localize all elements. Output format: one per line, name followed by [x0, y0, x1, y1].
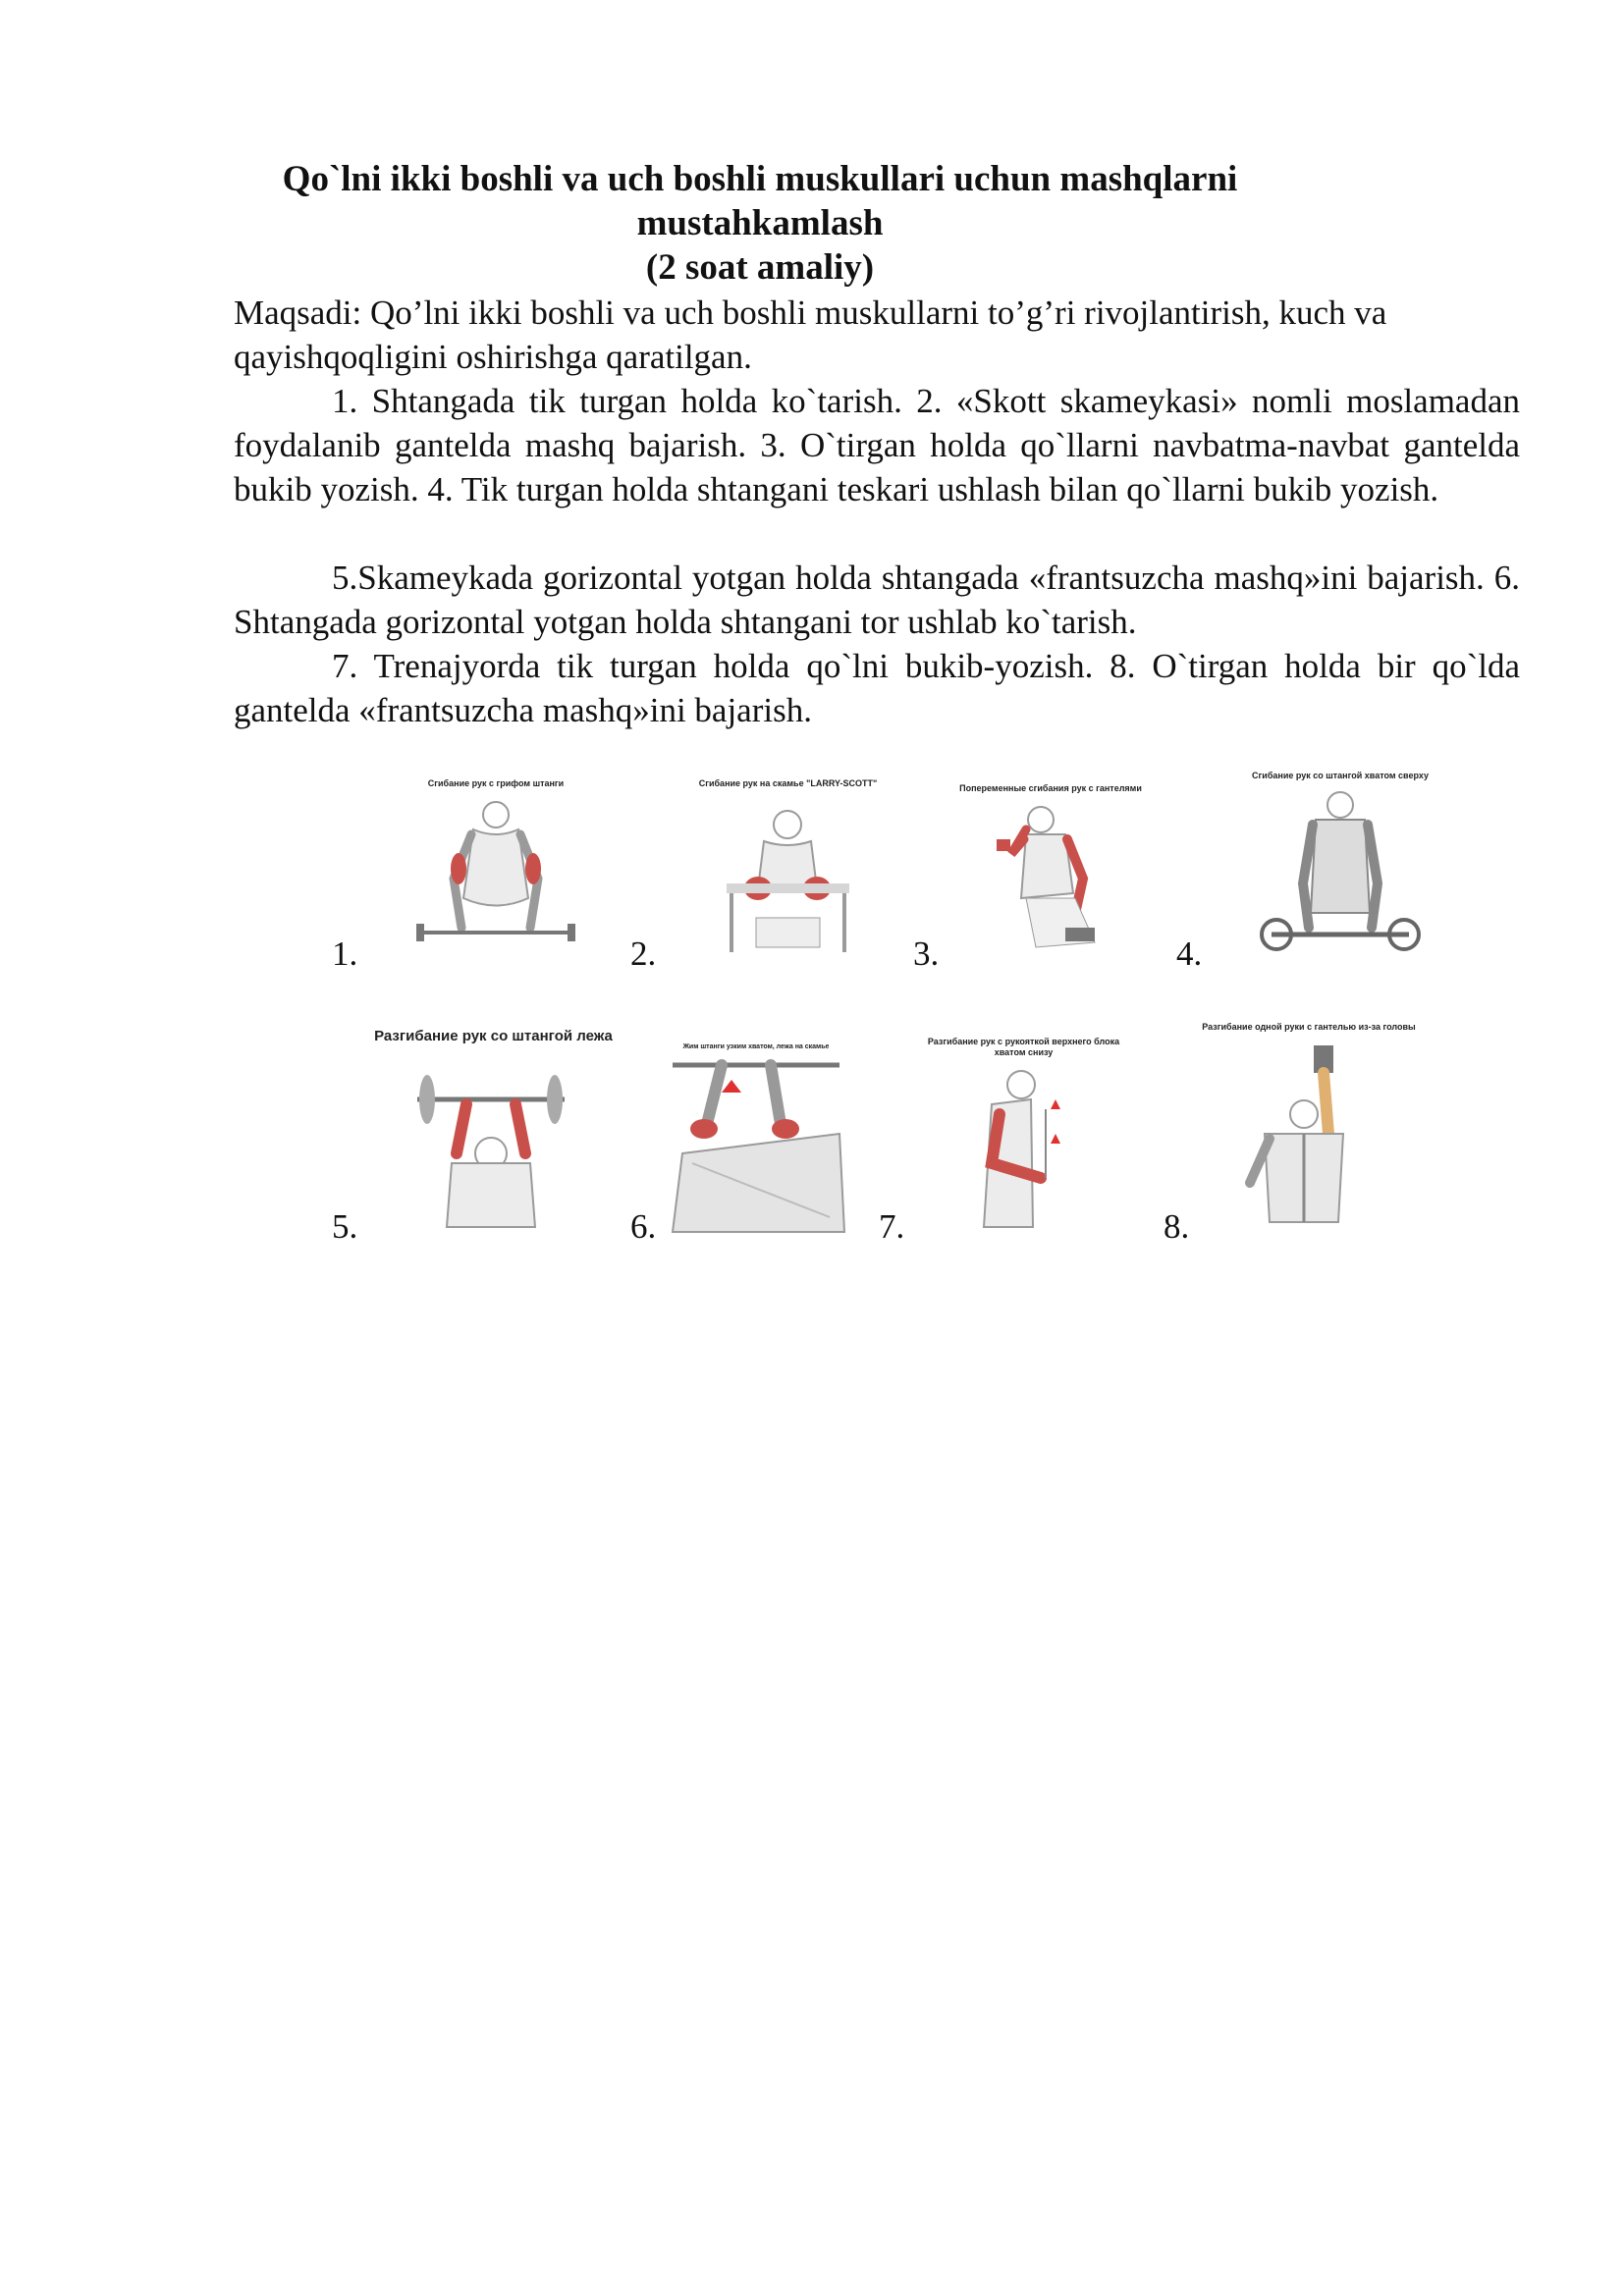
- document-title-line-2: mustahkamlash: [636, 203, 884, 243]
- figure-4: [1232, 766, 1448, 962]
- figure-number-6: 6.: [630, 1207, 657, 1246]
- document-subtitle: (2 soat amaliy): [645, 247, 875, 288]
- exercise-paragraph-1: 1. Shtangada tik turgan holda ko`tarish. 2. «Skott skameykasi» nomli moslamadan foydalanib gantelda mashq bajarish. 3. O`tirgan holda qo`llarni navbatma-navbat gantelda bukib yozish. 4. Tik turgan holda shtangani teskari ushlash bilan qo`llarni bukib yozish.: [234, 382, 1520, 508]
- figure-6: [663, 1036, 849, 1237]
- figure-caption-1: Сгибание рук с грифом штанги: [427, 778, 565, 788]
- figure-8: [1196, 1016, 1422, 1237]
- figure-5: [358, 1016, 628, 1237]
- figure-caption-2: Сгибание рук на скамье "LARRY-SCOTT": [698, 778, 878, 788]
- figure-number-5: 5.: [332, 1207, 358, 1246]
- close-grip-bench-press-illustration-icon: [663, 1036, 849, 1237]
- figure-caption-8: Разгибание одной руки с гантелью из-за головы: [1202, 1022, 1416, 1032]
- exercise-paragraph-3: 7. Trenajyorda tik turgan holda qo`lni bukib-yozish. 8. O`tirgan holda bir qo`lda gantelda «frantsuzcha mashq»ini bajarish.: [234, 647, 1520, 729]
- aim-paragraph: Maqsadi: Qo’lni ikki boshli va uch boshli muskullarni to’g’ri rivojlantirish, kuch va qayishqoqligini oshirishga qaratilgan.: [234, 294, 1387, 376]
- figure-7: [923, 1031, 1124, 1237]
- figure-2: [687, 771, 889, 962]
- figure-3: [957, 775, 1144, 967]
- figure-caption-4: Сгибание рук со штангой хватом сверху: [1252, 771, 1429, 780]
- figure-number-1: 1.: [332, 934, 358, 973]
- exercise-paragraph-2: 5.Skameykada gorizontal yotgan holda shtangada «frantsuzcha mashq»ini bajarish. 6. Shtangada gorizontal yotgan holda shtangani tor ushlab ko`tarish.: [234, 559, 1520, 641]
- figure-caption-3: Попеременные сгибания рук с гантелями: [959, 783, 1142, 793]
- barbell-curl-illustration-icon: [403, 771, 589, 962]
- figure-number-4: 4.: [1176, 934, 1203, 973]
- figure-number-3: 3.: [913, 934, 940, 973]
- lying-triceps-extension-illustration-icon: [358, 1016, 628, 1237]
- overhead-dumbbell-extension-illustration-icon: [1196, 1016, 1422, 1237]
- reverse-grip-curl-illustration-icon: [1232, 766, 1448, 962]
- figure-number-2: 2.: [630, 934, 657, 973]
- figure-1: [403, 771, 589, 962]
- document-title-line-1: Qo`lni ikki boshli va uch boshli muskullari uchun mashqlarni: [282, 159, 1238, 199]
- figure-number-8: 8.: [1164, 1207, 1190, 1246]
- figure-caption-7: Разгибание рук с рукояткой верхнего блока хватом снизу: [927, 1037, 1120, 1057]
- cable-pushdown-illustration-icon: [923, 1031, 1124, 1237]
- seated-dumbbell-curl-illustration-icon: [957, 775, 1144, 967]
- figure-number-7: 7.: [879, 1207, 905, 1246]
- scott-bench-curl-illustration-icon: [687, 771, 889, 962]
- figure-caption-5: Разгибание рук со штангой лежа: [374, 1028, 613, 1044]
- figure-caption-6: Жим штанги узким хватом, лежа на скамье: [682, 1043, 830, 1050]
